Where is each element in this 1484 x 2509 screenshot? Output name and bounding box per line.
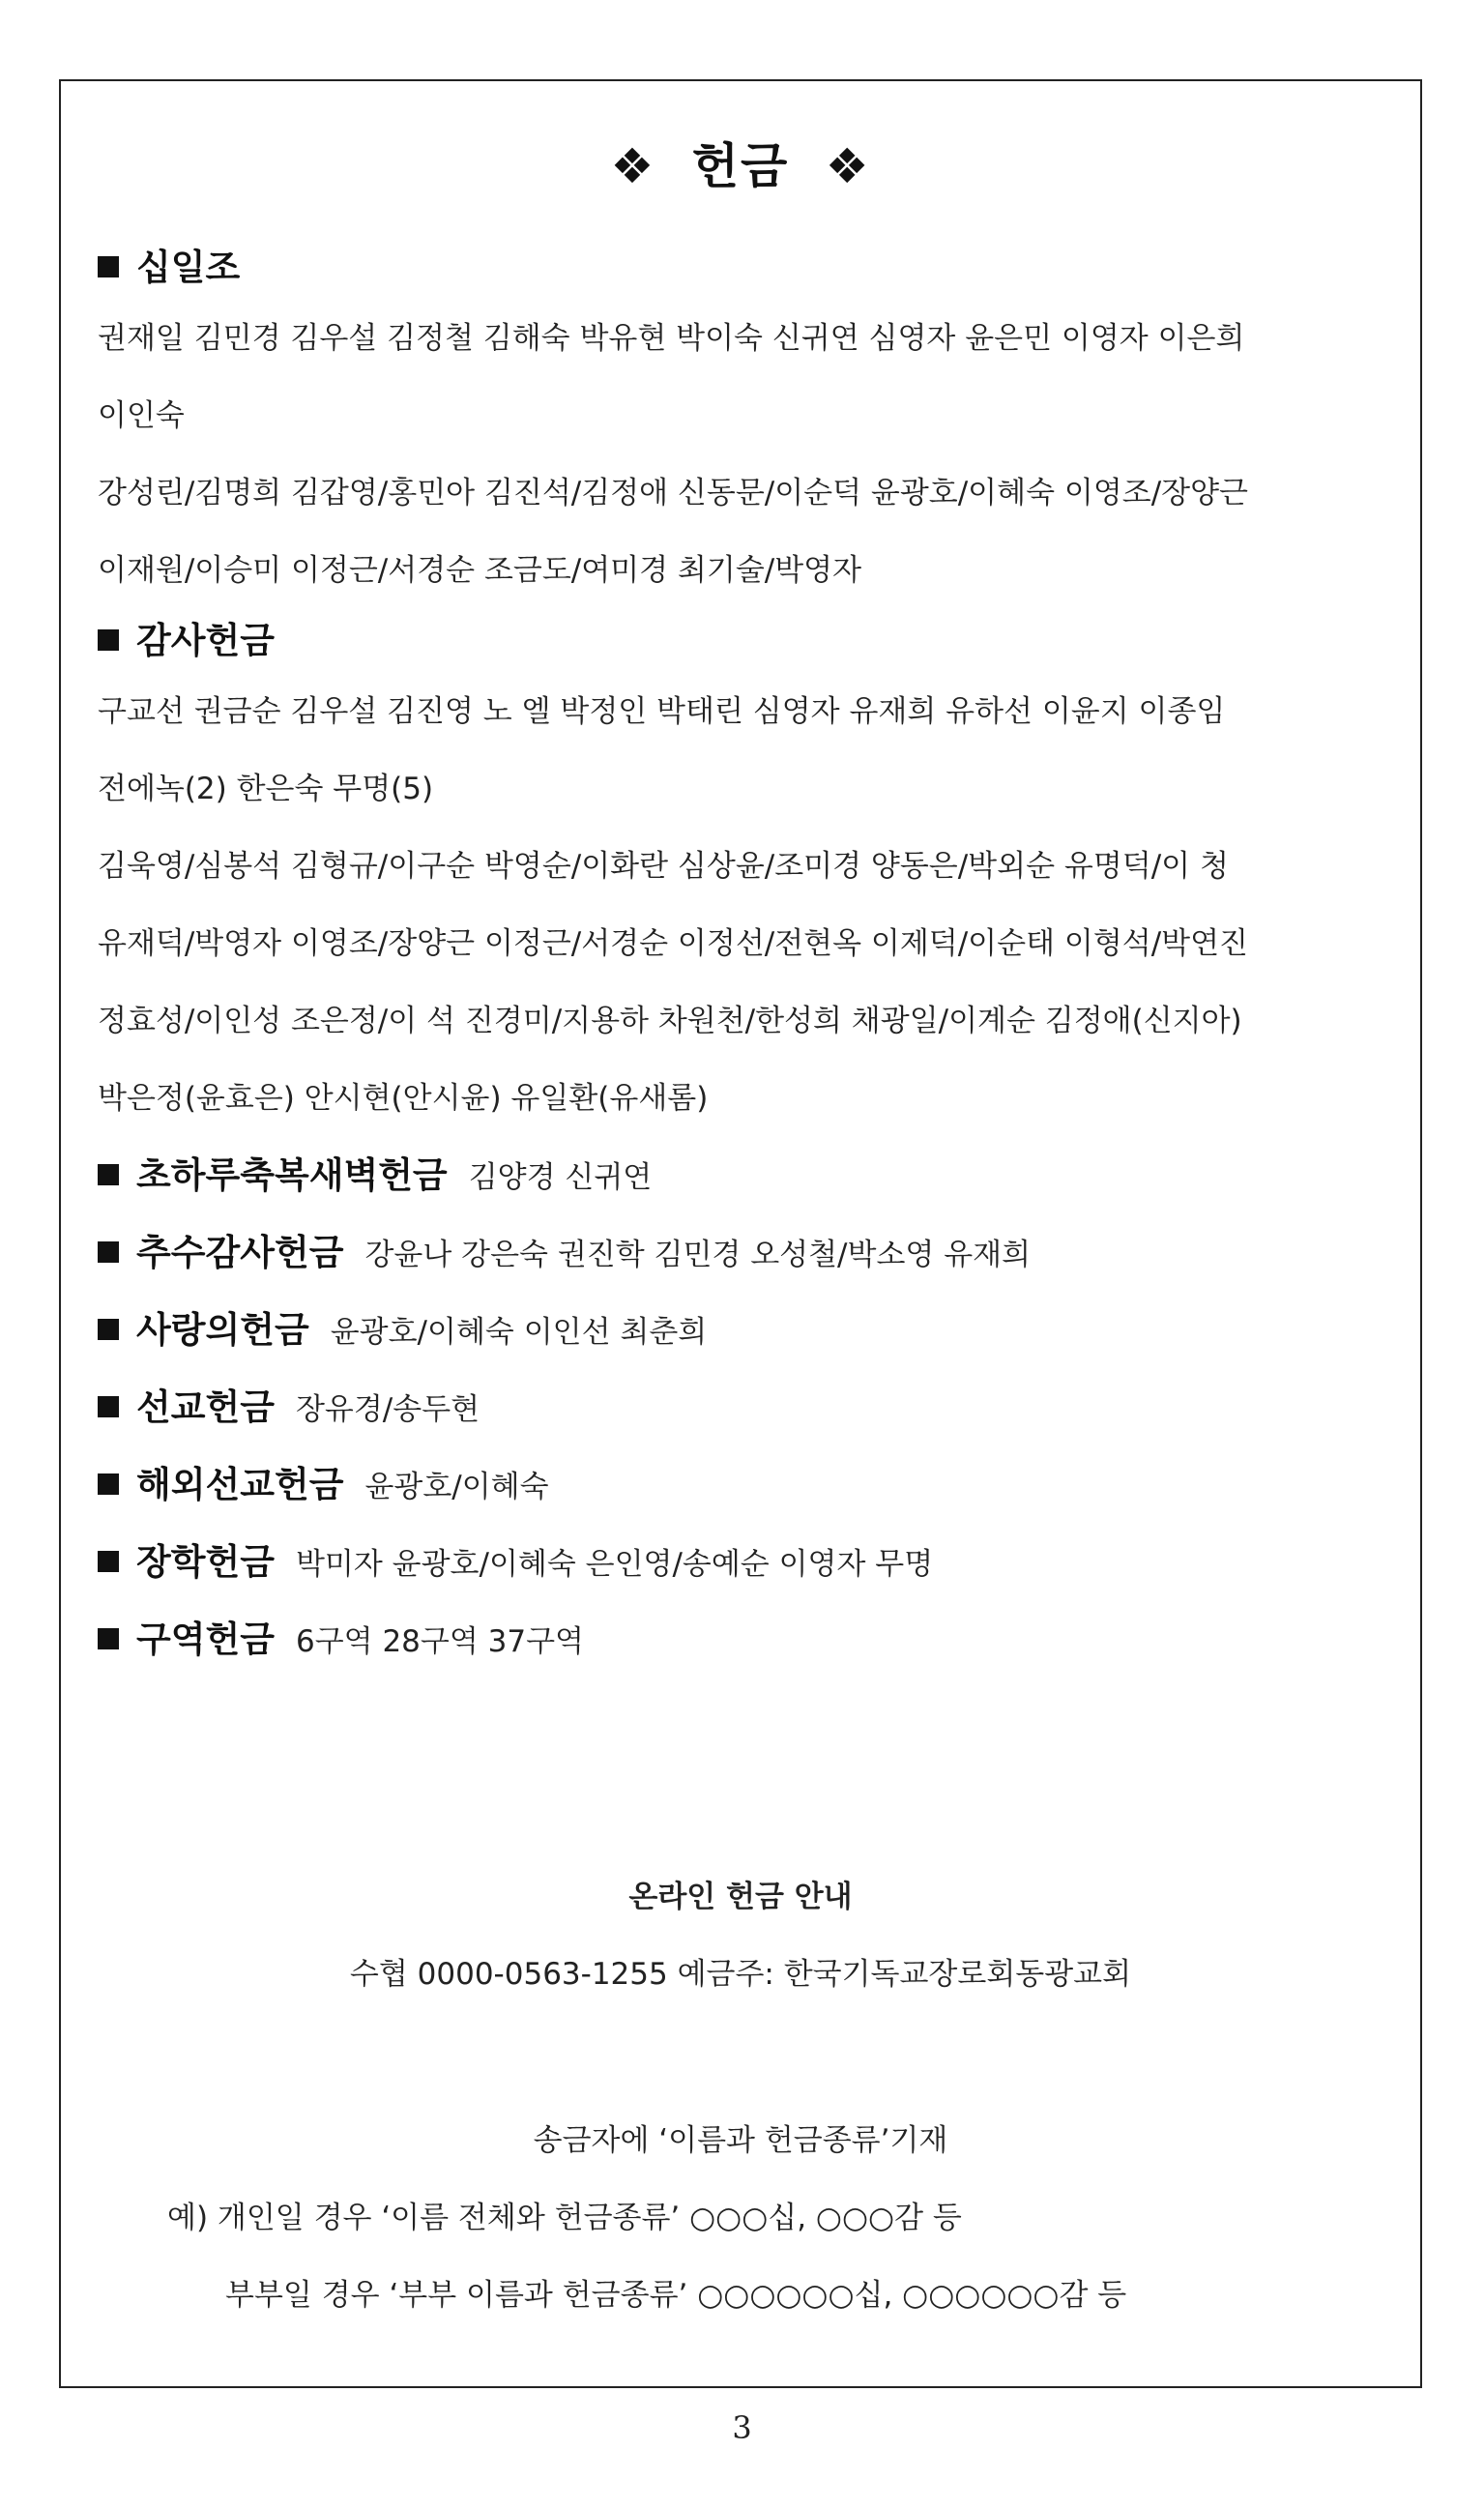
page-number: 3 (732, 2409, 752, 2446)
bank-account: 수협 0000-0563-1255 예금주: 한국기독교장로회동광교회 (349, 1957, 1132, 1992)
square-bullet-icon (98, 1164, 119, 1185)
section-heading-text: 감사헌금 (136, 620, 275, 661)
donor-names: 장유경/송두현 (295, 1392, 480, 1427)
square-bullet-icon (98, 629, 119, 651)
section-heading-overseas-mission (98, 1446, 1391, 1524)
square-bullet-icon (98, 1551, 119, 1572)
section-heading-text: 십일조 (136, 247, 241, 288)
section-heading-text: 추수감사헌금 (136, 1232, 344, 1273)
section-heading-harvest-thanksgiving (98, 1214, 1391, 1292)
document-frame (59, 79, 1422, 2388)
donor-names: 박미자 윤광호/이혜숙 은인영/송예순 이영자 무명 (295, 1547, 934, 1582)
name-line: 정효성/이인성 조은정/이 석 진경미/지용하 차원천/한성희 채광일/이계순 김정애(신지아) (98, 1004, 1242, 1038)
square-bullet-icon (98, 1473, 119, 1495)
section-heading-thanksgiving (98, 609, 1391, 673)
note-example-individual: 예) 개인일 경우 ‘이름 전체와 헌금종류’ ○○○십, ○○○감 등 (167, 2201, 962, 2235)
donor-names: 김양경 신귀연 (468, 1160, 653, 1195)
online-offering-info (61, 1858, 1420, 2013)
donor-names: 강윤나 강은숙 권진학 김민경 오성철/박소영 유재희 (364, 1238, 1032, 1272)
section-heading-tithe (98, 236, 1391, 300)
name-line: 구교선 권금순 김우설 김진영 노 엘 박정인 박태린 심영자 유재희 유하선 이윤지 이종임 (98, 694, 1226, 729)
square-bullet-icon (98, 1396, 119, 1417)
diamond-ornament-icon: ❖ (825, 138, 871, 194)
square-bullet-icon (98, 1628, 119, 1649)
name-line: 유재덕/박영자 이영조/장양근 이정근/서경순 이정선/전현옥 이제덕/이순태 이형석/박연진 (98, 926, 1248, 961)
name-line: 이인숙 (98, 398, 185, 433)
transfer-note (61, 2102, 1420, 2334)
donor-names: 6구역 28구역 37구역 (295, 1624, 584, 1659)
section-heading-scholarship (98, 1524, 1391, 1601)
name-line: 강성린/김명희 김갑영/홍민아 김진석/김정애 신동문/이순덕 윤광호/이혜숙 이영조/장양근 (98, 476, 1248, 511)
donor-names: 윤광호/이혜숙 이인선 최춘희 (330, 1315, 708, 1350)
note-line: 송금자에 ‘이름과 헌금종류’기재 (533, 2123, 948, 2158)
section-heading-text: 초하루축복새벽헌금 (136, 1154, 448, 1196)
name-line: 김욱영/심봉석 김형규/이구순 박영순/이화란 심상윤/조미경 양동은/박외순 유명덕/이 청 (98, 849, 1229, 884)
online-offering-title: 온라인 헌금 안내 (628, 1880, 853, 1914)
section-heading-text: 선교헌금 (136, 1386, 275, 1428)
square-bullet-icon (98, 1241, 119, 1263)
square-bullet-icon (98, 1319, 119, 1340)
name-line: 권재일 김민경 김우설 김정철 김해숙 박유현 박이숙 신귀연 심영자 윤은민 이영자 이은희 (98, 321, 1245, 356)
square-bullet-icon (98, 256, 119, 277)
note-example-couple: 부부일 경우 ‘부부 이름과 헌금종류’ ○○○○○○십, ○○○○○○감 등 (225, 2278, 1127, 2313)
section-heading-new-month-dawn (98, 1137, 1391, 1214)
section-heading-text: 구역헌금 (136, 1619, 275, 1660)
donor-names: 윤광호/이혜숙 (364, 1470, 549, 1504)
page-title (61, 128, 1420, 197)
offering-list (98, 236, 1391, 1678)
section-heading-love (98, 1292, 1391, 1369)
section-heading-text: 해외선교헌금 (136, 1464, 344, 1505)
section-heading-text: 사랑의헌금 (136, 1309, 309, 1351)
section-heading-text: 장학헌금 (136, 1541, 275, 1583)
diamond-ornament-icon: ❖ (610, 138, 656, 194)
name-line: 이재원/이승미 이정근/서경순 조금도/여미경 최기술/박영자 (98, 553, 862, 588)
name-line: 박은정(윤효은) 안시현(안시윤) 유일환(유새롬) (98, 1081, 709, 1116)
section-heading-mission (98, 1369, 1391, 1446)
name-line: 전에녹(2) 한은숙 무명(5) (98, 772, 434, 806)
section-heading-district (98, 1601, 1391, 1678)
page-title-text: 헌금 (691, 138, 790, 194)
